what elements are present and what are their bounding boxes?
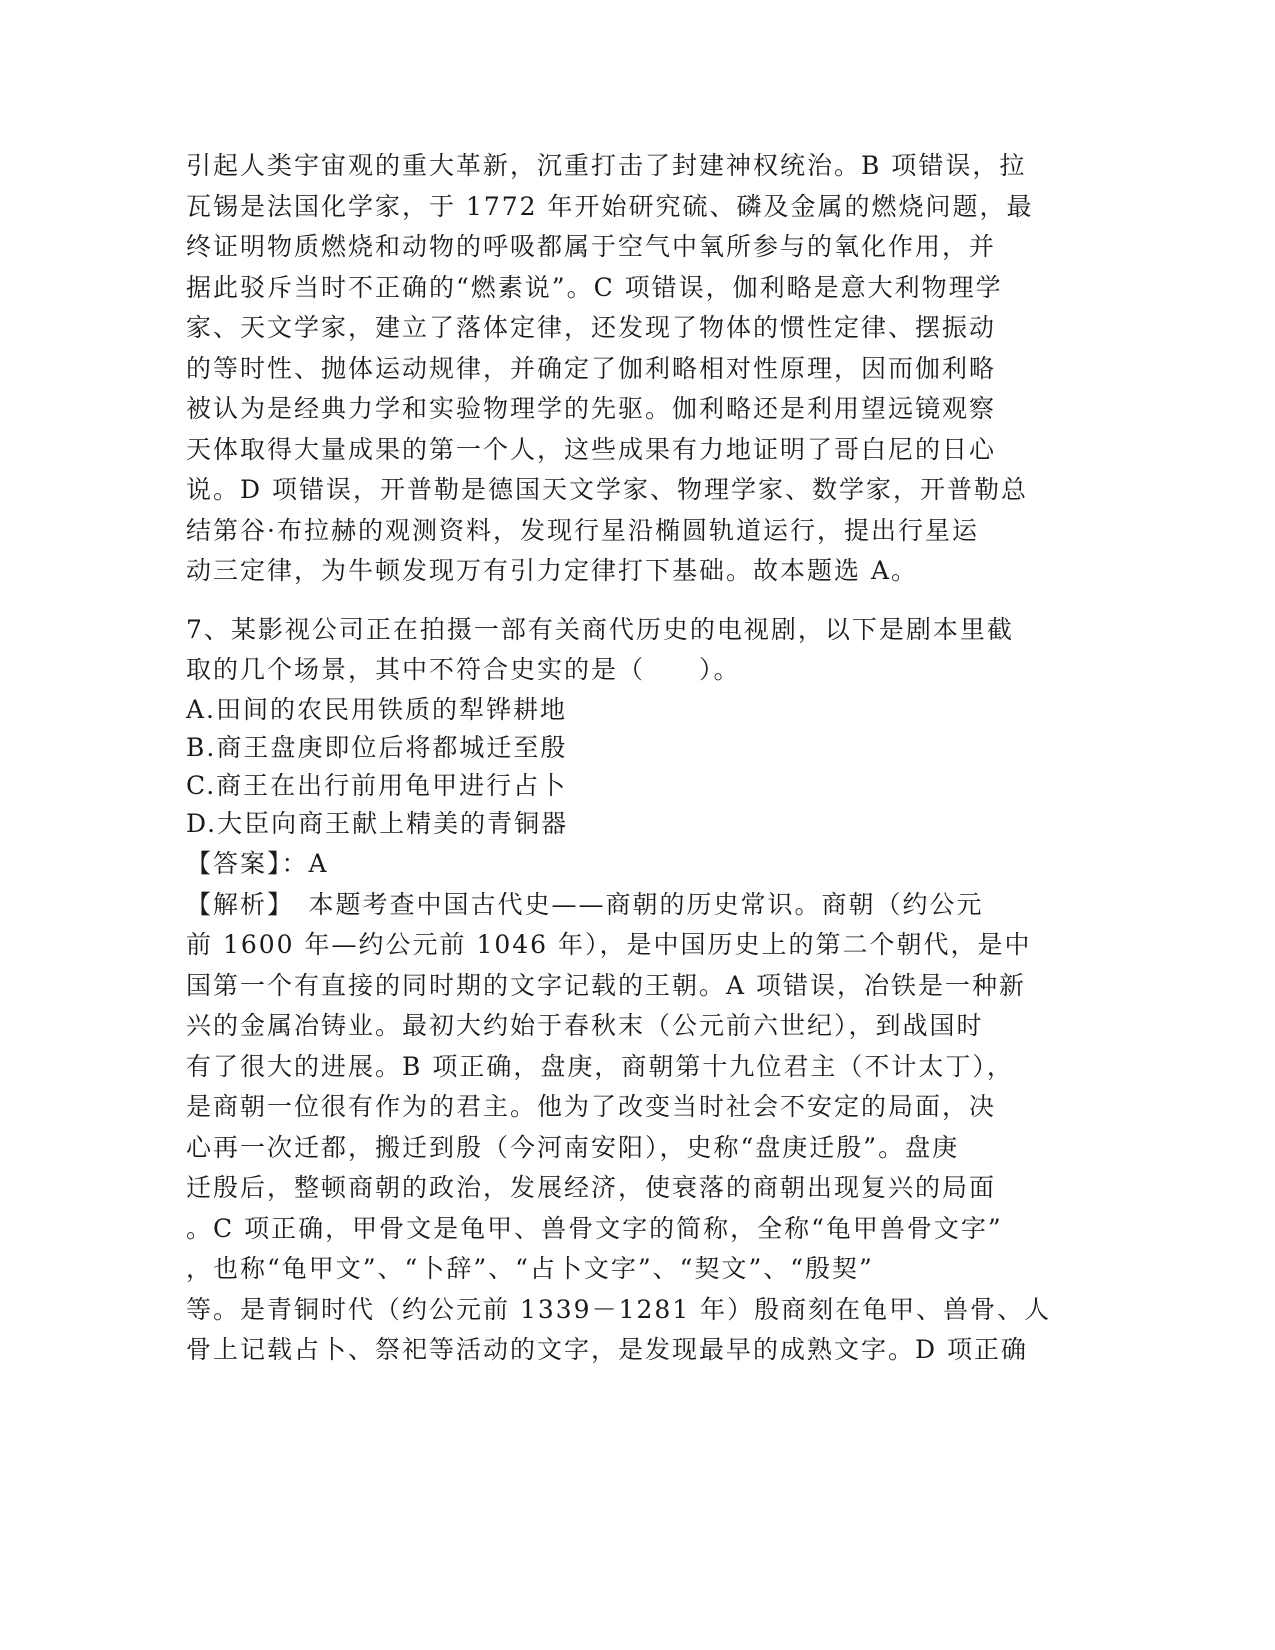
explanation-line: 兴的金属冶铸业。最初大约始于春秋末（公元前六世纪），到战国时 [186, 1011, 984, 1040]
document-page [186, 146, 1092, 1371]
option-d: D.大臣向商王献上精美的青铜器 [186, 808, 569, 838]
text-line: 天体取得大量成果的第一个人，这些成果有力地证明了哥白尼的日心 [186, 434, 997, 464]
text-line: 被认为是经典力学和实验物理学的先驱。伽利略还是利用望远镜观察 [186, 394, 997, 423]
question-stem [186, 610, 1092, 691]
explanation-line: 前 1600 年—约公元前 1046 年），是中国历史上的第二个朝代，是中 [186, 930, 1032, 959]
text-line: 引起人类宇宙观的重大革新，沉重打击了封建神权统治。B 项错误，拉 [186, 151, 1027, 180]
options-list [186, 691, 1092, 843]
explanation-line: 等。是青铜时代（约公元前 1339－1281 年）殷商刻在龟甲、兽骨、人 [186, 1294, 1052, 1324]
explanation-line: 是商朝一位很有作为的君主。他为了改变当时社会不安定的局面，决 [186, 1092, 997, 1121]
text-line: 终证明物质燃烧和动物的呼吸都属于空气中氧所参与的氧化作用，并 [186, 232, 997, 261]
explanation-line: ，也称“龟甲文”、“卜辞”、“占卜文字”、“契文”、“殷契” [186, 1254, 874, 1283]
text-line: 据此驳斥当时不正确的“燃素说”。C 项错误，伽利略是意大利物理学 [186, 272, 1003, 302]
explanation-paragraph [186, 885, 1092, 1371]
explanation-line: 迁殷后，整顿商朝的政治，发展经济，使衰落的商朝出现复兴的局面 [186, 1173, 997, 1202]
text-line: 的等时性、抛体运动规律，并确定了伽利略相对性原理，因而伽利略 [186, 353, 997, 383]
explanation-line: 国第一个有直接的同时期的文字记载的王朝。A 项错误，冶铁是一种新 [186, 970, 1027, 1000]
explanation-line: 骨上记载占卜、祭祀等活动的文字，是发现最早的成熟文字。D 项正确 [186, 1335, 1028, 1364]
text-line: 家、天文学家，建立了落体定律，还发现了物体的惯性定律、摆振动 [186, 313, 997, 342]
option-b: B.商王盘庚即位后将都城迁至殷 [186, 732, 568, 762]
explanation-line: 。C 项正确，甲骨文是龟甲、兽骨文字的简称，全称“龟甲兽骨文字” [186, 1213, 1003, 1243]
question-7 [186, 610, 1092, 1371]
text-line: 瓦锡是法国化学家，于 1772 年开始研究硫、磷及金属的燃烧问题，最 [186, 191, 1034, 221]
text-line: 动三定律，为牛顿发现万有引力定律打下基础。故本题选 A。 [186, 556, 919, 585]
text-line: 说。D 项错误，开普勒是德国天文学家、物理学家、数学家，开普勒总 [186, 475, 1028, 504]
explanation-line: 心再一次迁都，搬迁到殷（今河南安阳），史称“盘庚迁殷”。盘庚 [186, 1132, 960, 1162]
explanation-line: 有了很大的进展。B 项正确，盘庚，商朝第十九位君主（不计太丁）， [186, 1051, 1014, 1081]
question-line: 取的几个场景，其中不符合史实的是（ ）。 [186, 655, 741, 684]
question-line: 7、某影视公司正在拍摄一部有关商代历史的电视剧，以下是剧本里截 [186, 614, 1014, 644]
option-a: A.田间的农民用铁质的犁铧耕地 [186, 694, 568, 724]
text-line: 结第谷·布拉赫的观测资料，发现行星沿椭圆轨道运行，提出行星运 [186, 515, 979, 545]
option-c: C.商王在出行前用龟甲进行占卜 [186, 770, 568, 800]
previous-explanation-paragraph [186, 146, 1092, 592]
explanation-line: 【解析】 本题考查中国古代史——商朝的历史常识。商朝（约公元 [186, 889, 984, 919]
answer-line: 【答案】：A [186, 848, 329, 878]
